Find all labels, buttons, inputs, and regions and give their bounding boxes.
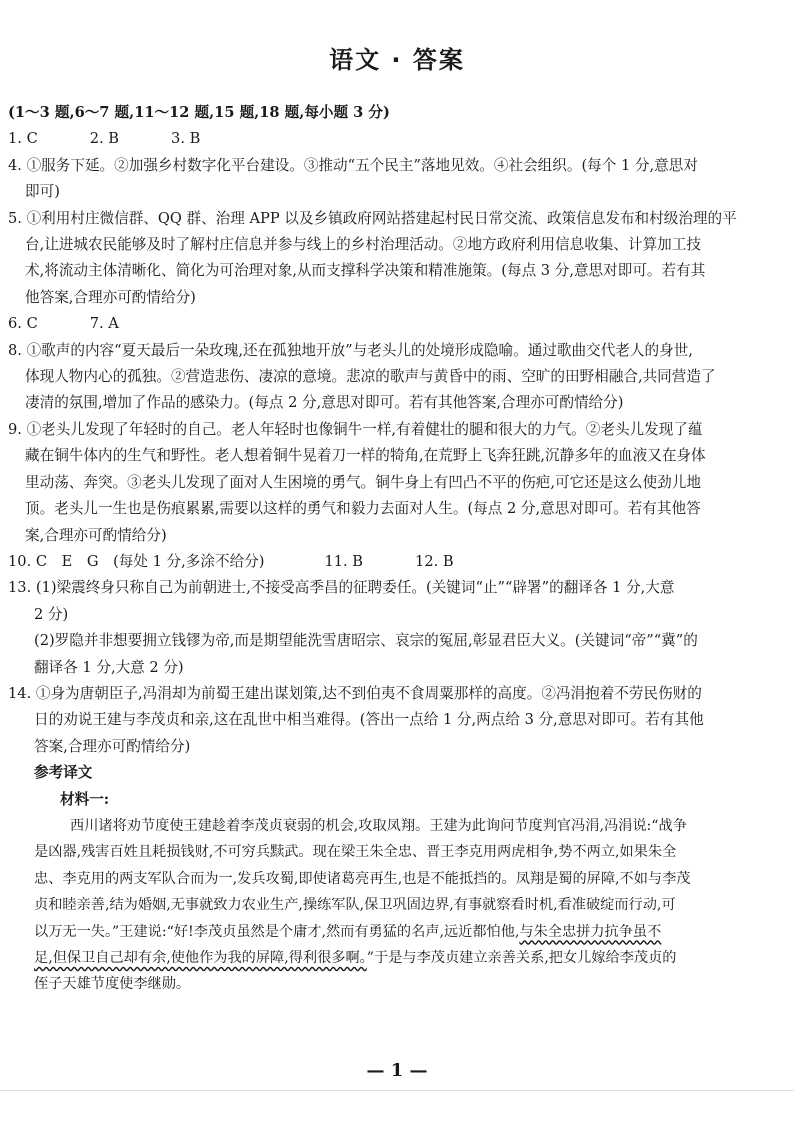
- translation-block: [8, 813, 784, 998]
- answer-q8-line: 凄清的氛围,增加了作品的感染力。(每点 2 分,意思对即可。若有其他答案,合理亦可酌情给分): [25, 394, 624, 412]
- page-number: — 1 —: [366, 1060, 428, 1081]
- answer-q9-line: 里动荡、奔突。③老头儿发现了面对人生困境的勇气。铜牛身上有凹凸不平的伤疤,可它还是这么使劲儿地: [25, 473, 701, 491]
- answers-10-12: [8, 549, 784, 575]
- answer-q4-line: 4. ①服务下延。②加强乡村数字化平台建设。③推动“五个民主”落地见效。④社会组织。(每个 1 分,意思对: [8, 156, 698, 174]
- translation-text: ”于是与李茂贞建立亲善关系,把女儿嫁给李茂贞的: [366, 950, 677, 966]
- answer-q4-line: 即可): [25, 183, 60, 201]
- translation-text: 以万无一失。”王建说:“好!李茂贞虽然是个庸才,然而有勇猛的名声,远近都怕他,: [34, 923, 520, 940]
- translation-line: 是凶器,残害百姓且耗损钱财,不可穷兵黩武。现在梁王朱全忠、晋王李克用两虎相争,势不两立,如果朱全: [34, 844, 677, 861]
- answer-q7: 7. A: [89, 315, 119, 333]
- answer-q5-line: 他答案,合理亦可酌情给分): [25, 288, 196, 306]
- answer-q5-line: 术,将流动主体清晰化、简化为可治理对象,从而支撑科学决策和精准施策。(每点 3 分,意思对即可。若有其: [25, 262, 706, 280]
- answer-q9-line: 藏在铜牛体内的生气和野性。老人想着铜牛晃着刀一样的犄角,在荒野上飞奔狂跳,沉静多年的血液又在身体: [25, 447, 706, 465]
- answer-q14-line: 14. ①身为唐朝臣子,冯涓却为前蜀王建出谋划策,达不到伯夷不食周粟那样的高度。②冯涓抱着不劳民伤财的: [8, 684, 702, 702]
- answer-q9-line: 9. ①老头儿发现了年轻时的自己。老人年轻时也像铜牛一样,有着健壮的腿和很大的力气。②老头儿发现了蕴: [8, 420, 703, 438]
- wavy-underlined-text: 足,但保卫自己却有余,使他作为我的屏障,得利很多啊。: [34, 950, 367, 966]
- answer-q8-line: 体现人物内心的孤独。②营造悲伤、凄凉的意境。悲凉的歌声与黄昏中的雨、空旷的田野相融合,共同营造了: [25, 368, 716, 386]
- answer-q5-line: 台,让进城农民能够及时了解村庄信息并参与线上的乡村治理活动。②地方政府利用信息收集、计算加工技: [25, 236, 701, 254]
- answer-q10: 10. C E G (每处 1 分,多涂不给分): [8, 552, 265, 570]
- answer-q9-line: 顶。老头儿一生也是伤痕累累,需要以这样的勇气和毅力去面对人生。(每点 2 分,意思对即可。若有其他答: [25, 500, 701, 518]
- score-note: (1～3 题,6～7 题,11～12 题,15 题,18 题,每小题 3 分): [8, 104, 390, 121]
- answer-q3: 3. B: [171, 130, 201, 148]
- answer-q8-line: 8. ①歌声的内容“夏天最后一朵玫瑰,还在孤独地开放”与老头儿的处境形成隐喻。通过歌曲交代老人的身世,: [8, 341, 693, 359]
- answer-q14-line: 日的劝说王建与李茂贞和亲,这在乱世中相当难得。(答出一点给 1 分,两点给 3 分,意思对即可。若有其他: [34, 711, 704, 729]
- answer-q1: 1. C: [8, 130, 38, 148]
- wavy-underlined-text: 与朱全忠拼力抗争虽不: [519, 923, 662, 940]
- answer-q5-line: 5. ①利用村庄微信群、QQ 群、治理 APP 以及乡镇政府网站搭建起村民日常交流、政策信息发布和村级治理的平: [8, 209, 737, 227]
- translation-line: [34, 945, 784, 971]
- answer-q14-line: 答案,合理亦可酌情给分): [34, 737, 191, 755]
- answer-q2: 2. B: [89, 130, 120, 148]
- reference-translation-heading: 参考译文: [34, 764, 93, 782]
- answers-1-3: [8, 126, 784, 152]
- answer-q13-line: (2)罗隐并非想要拥立钱镠为帝,而是期望能洗雪唐昭宗、哀宗的冤屈,彰显君臣大义。(关键词“帝”“冀”的: [34, 632, 698, 650]
- translation-line: 侄子天雄节度使李继勋。: [34, 976, 191, 993]
- translation-line: 西川诸将劝节度使王建趁着李茂贞衰弱的机会,攻取凤翔。王建为此询问节度判官冯涓,冯涓说:“战争: [70, 817, 687, 834]
- answer-q13-line: 13. (1)梁震终身只称自己为前朝进士,不接受高季昌的征聘委任。(关键词“止”“辟署”的翻译各 1 分,大意: [8, 579, 675, 597]
- answer-q12: 12. B: [415, 552, 454, 570]
- material-one-heading: 材料一:: [60, 790, 110, 808]
- answer-q11: 11. B: [324, 552, 364, 570]
- answer-q9-line: 案,合理亦可酌情给分): [25, 526, 167, 544]
- bottom-divider: [0, 1090, 794, 1091]
- translation-line: [34, 919, 784, 945]
- answer-q6: 6. C: [8, 315, 38, 333]
- page-title: 语文 · 答案: [329, 46, 465, 74]
- answer-q13-line: 翻译各 1 分,大意 2 分): [34, 658, 184, 676]
- answer-content: [8, 100, 784, 998]
- answer-q13-line: 2 分): [34, 605, 69, 623]
- translation-line: 贞和睦亲善,结为婚姻,无事就致力农业生产,操练军队,保卫巩固边界,有事就察看时机,看准破绽而行动,可: [34, 897, 676, 914]
- translation-line: 忠、李克用的两支军队合而为一,发兵攻蜀,即使诸葛亮再生,也是不能抵挡的。凤翔是蜀的屏障,不如与李茂: [34, 870, 691, 887]
- answers-6-7: [8, 311, 784, 337]
